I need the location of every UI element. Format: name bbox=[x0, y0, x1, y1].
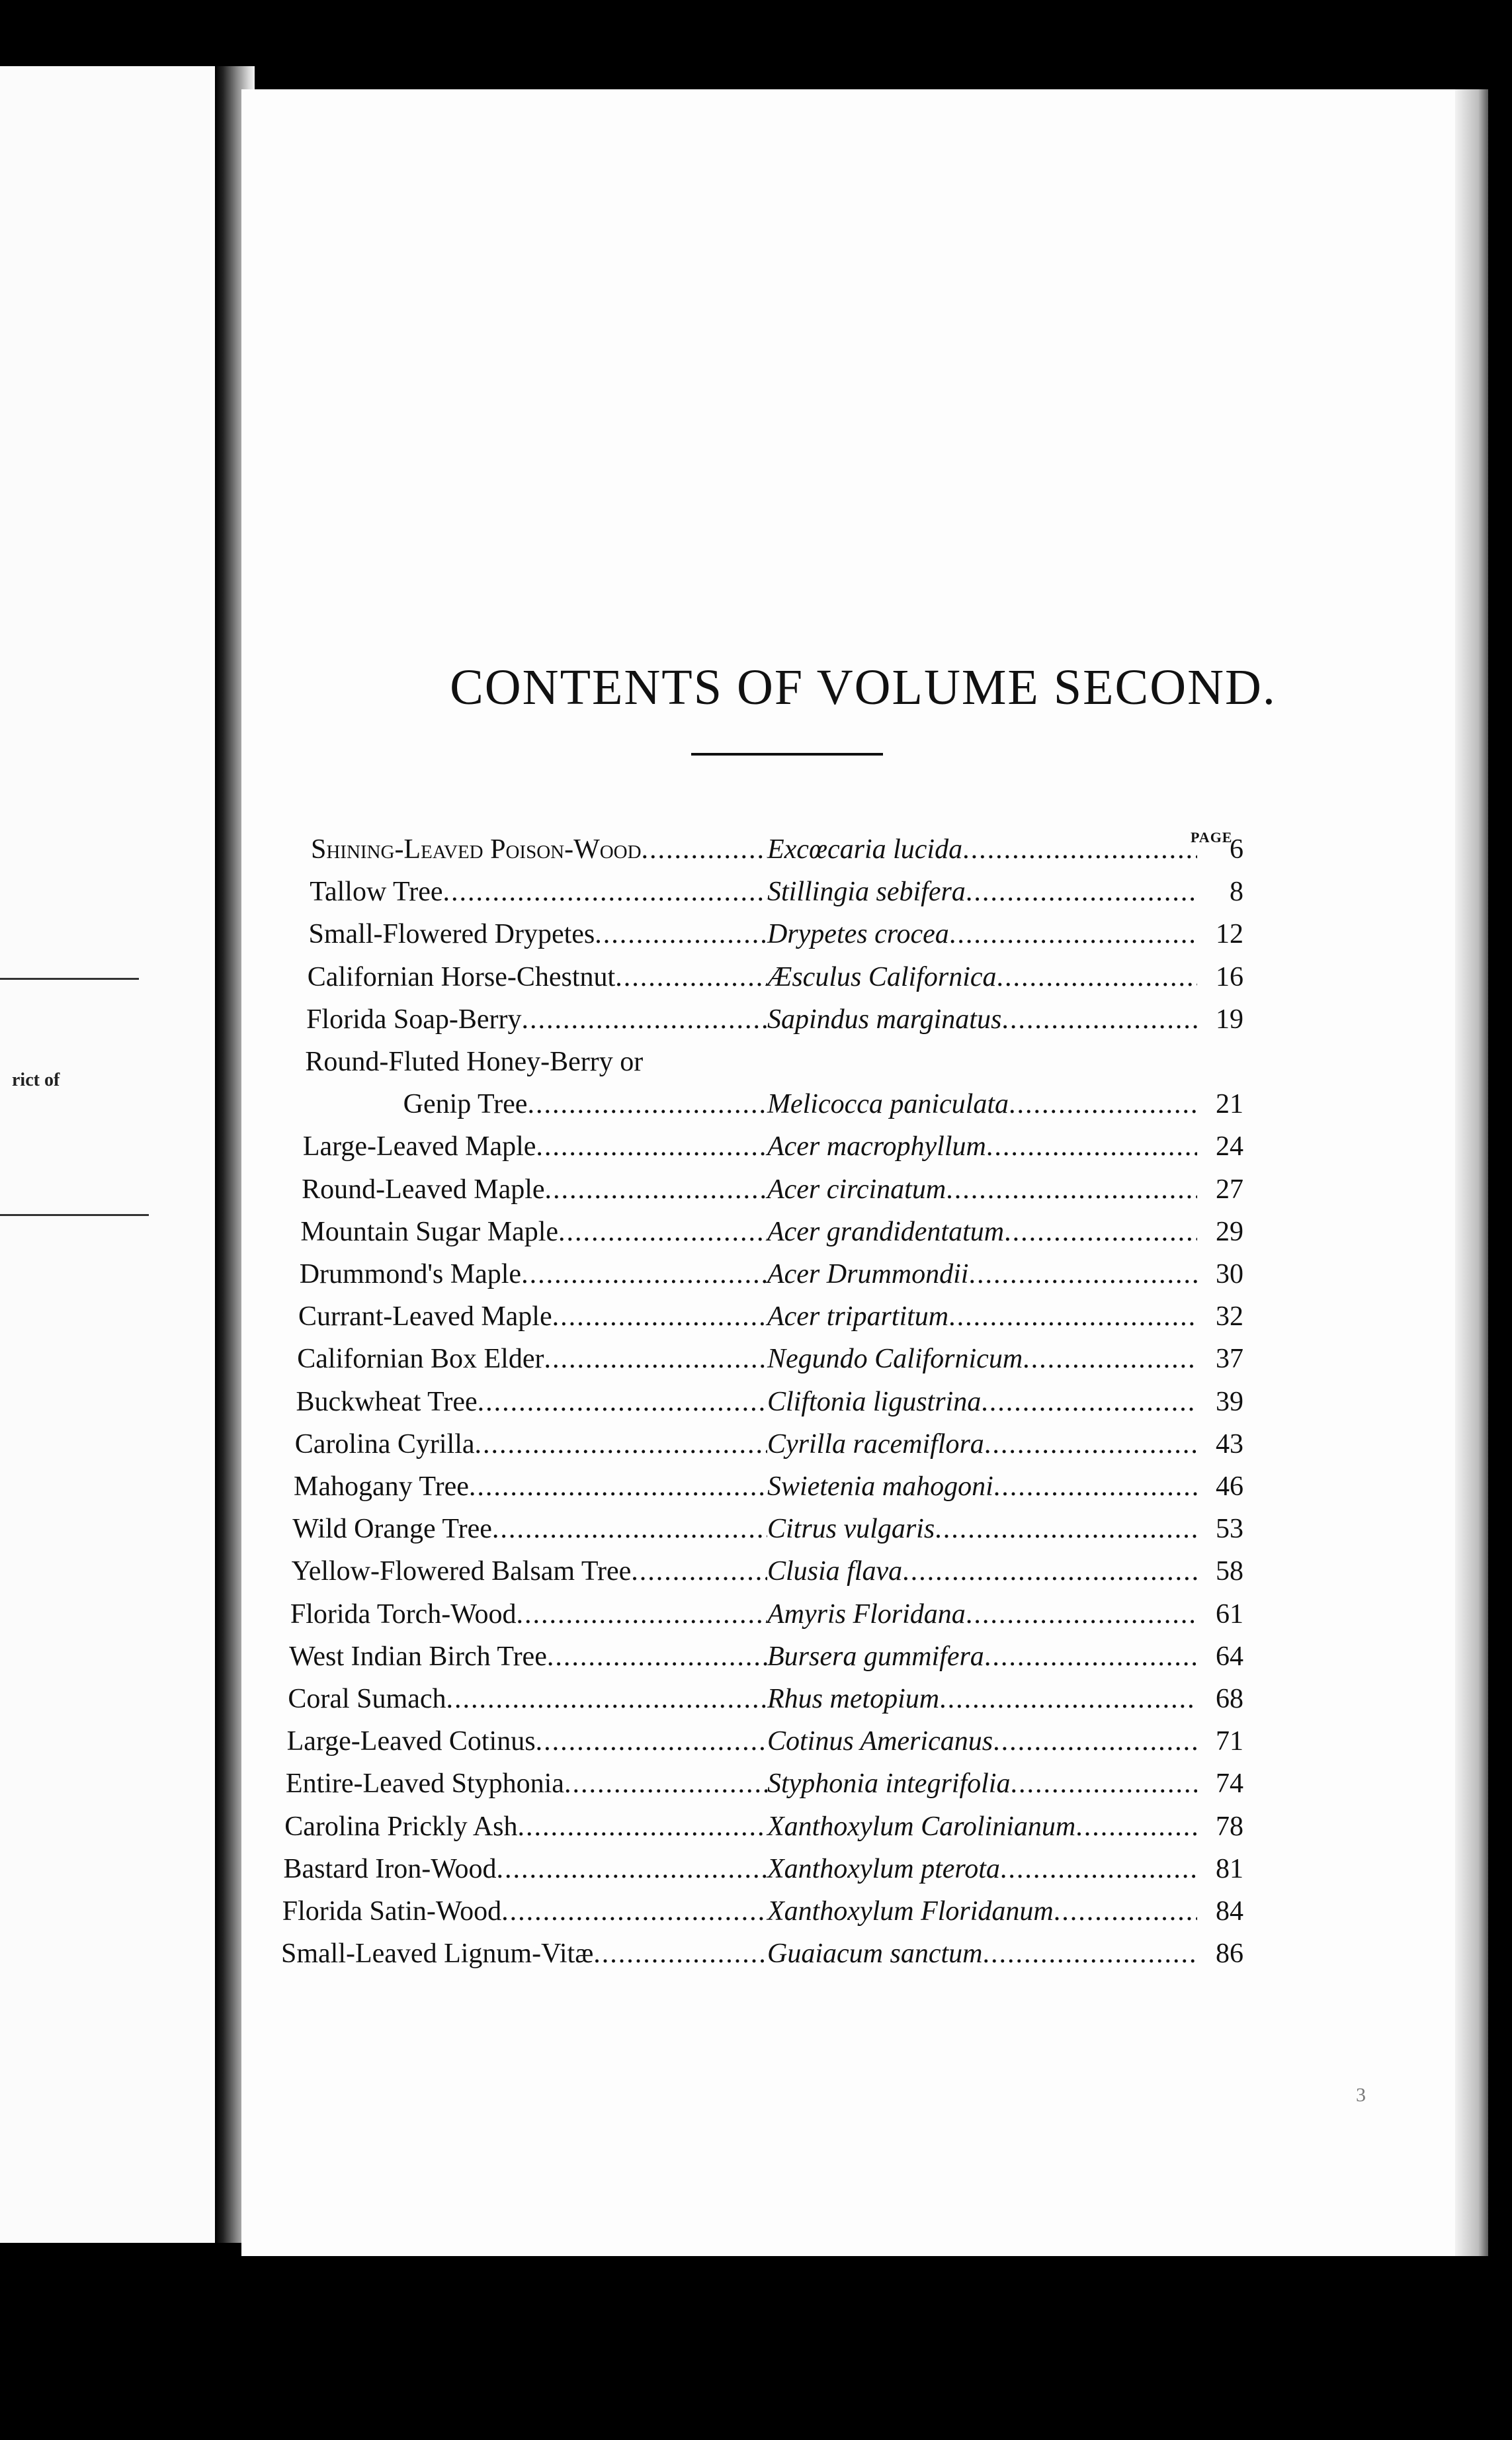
entry-common-name: Tallow Tree bbox=[310, 877, 443, 908]
entry-common-name: Round-Fluted Honey-Berry or bbox=[305, 1047, 644, 1077]
page-number-mark: 3 bbox=[1356, 2084, 1366, 2106]
entry-common-name: Currant-Leaved Maple bbox=[298, 1301, 552, 1332]
dot-leader bbox=[982, 1938, 1197, 1970]
entry-page-number: 27 bbox=[1215, 1174, 1243, 1205]
dot-leader bbox=[469, 1471, 767, 1503]
entry-common-name: Drummond's Maple bbox=[299, 1259, 522, 1289]
entry-common-name: Mountain Sugar Maple bbox=[300, 1216, 559, 1247]
entry-page-number: 12 bbox=[1215, 919, 1243, 950]
entry-latin-name: Bursera gummifera bbox=[767, 1641, 984, 1672]
dot-leader bbox=[984, 1428, 1197, 1460]
dot-leader bbox=[939, 1683, 1197, 1715]
dot-leader bbox=[642, 834, 767, 865]
contents-entry bbox=[303, 1131, 1243, 1173]
entry-page-number: 84 bbox=[1215, 1896, 1243, 1927]
entry-common-name: Mahogany Tree bbox=[294, 1471, 469, 1502]
entry-latin-name: Xanthoxylum Carolinianum bbox=[767, 1811, 1076, 1842]
entry-page-number: 43 bbox=[1215, 1428, 1243, 1460]
dot-leader bbox=[545, 1174, 767, 1205]
contents-entry bbox=[287, 1725, 1243, 1768]
entry-page-number: 81 bbox=[1215, 1853, 1243, 1884]
dot-leader bbox=[443, 876, 767, 908]
dot-leader bbox=[501, 1895, 767, 1927]
contents-entry bbox=[289, 1641, 1243, 1683]
entry-page-number: 53 bbox=[1215, 1514, 1243, 1545]
entry-page-number: 29 bbox=[1215, 1216, 1243, 1247]
entry-latin-name: Acer Drummondii bbox=[767, 1259, 969, 1289]
entry-latin-name: Acer tripartitum bbox=[767, 1301, 949, 1332]
contents-entry bbox=[403, 1088, 1243, 1131]
dot-leader bbox=[993, 1725, 1197, 1757]
entry-common-name: Round-Leaved Maple bbox=[302, 1174, 545, 1205]
contents-page bbox=[241, 89, 1485, 2256]
entry-common-name: Shining-Leaved Poison-Wood bbox=[311, 834, 642, 865]
entry-common-name: Carolina Cyrilla bbox=[294, 1428, 475, 1460]
contents-entry bbox=[310, 876, 1243, 918]
dot-leader bbox=[981, 1386, 1197, 1418]
dot-leader bbox=[564, 1768, 767, 1800]
dot-leader bbox=[522, 1004, 767, 1035]
entry-common-name: Wild Orange Tree bbox=[292, 1514, 492, 1545]
contents-list bbox=[241, 89, 1485, 2256]
dot-leader bbox=[966, 876, 1197, 908]
dot-leader bbox=[1054, 1895, 1197, 1927]
entry-latin-name: Xanthoxylum Floridanum bbox=[767, 1896, 1054, 1927]
dot-leader bbox=[1023, 1343, 1197, 1375]
entry-common-name: Entire-Leaved Styphonia bbox=[285, 1768, 564, 1800]
dot-leader bbox=[997, 961, 1197, 993]
contents-entry bbox=[296, 1386, 1244, 1428]
contents-entry bbox=[284, 1811, 1243, 1853]
entry-latin-name: Rhus metopium bbox=[767, 1684, 940, 1714]
contents-entry bbox=[282, 1895, 1243, 1938]
entry-common-name: Coral Sumach bbox=[288, 1684, 446, 1714]
dot-leader bbox=[935, 1513, 1197, 1545]
page-column-heading: PAGE bbox=[1191, 829, 1233, 846]
entry-common-name: Buckwheat Tree bbox=[296, 1386, 478, 1417]
entry-page-number: 30 bbox=[1215, 1259, 1243, 1289]
entry-page-number: 74 bbox=[1215, 1768, 1243, 1800]
dot-leader bbox=[544, 1343, 767, 1375]
entry-latin-name: Acer grandidentatum bbox=[767, 1216, 1005, 1247]
entry-common-name: West Indian Birch Tree bbox=[289, 1641, 547, 1672]
entry-latin-name: Sapindus marginatus bbox=[767, 1004, 1002, 1035]
entry-page-number: 6 bbox=[1230, 834, 1243, 865]
dot-leader bbox=[536, 1725, 767, 1757]
dot-leader bbox=[547, 1641, 767, 1673]
dot-leader bbox=[1075, 1811, 1197, 1843]
entry-page-number: 8 bbox=[1229, 877, 1243, 908]
dot-leader bbox=[475, 1428, 767, 1460]
dot-leader bbox=[631, 1555, 767, 1587]
entry-page-number: 46 bbox=[1215, 1471, 1243, 1502]
contents-entry bbox=[305, 1046, 1243, 1088]
entry-page-number: 58 bbox=[1215, 1556, 1243, 1587]
entry-latin-name: Drypetes crocea bbox=[767, 919, 949, 950]
contents-entry bbox=[283, 1853, 1243, 1895]
contents-entry bbox=[292, 1555, 1243, 1598]
entry-latin-name: Cyrilla racemiflora bbox=[767, 1428, 984, 1460]
dot-leader bbox=[986, 1131, 1197, 1162]
contents-entry bbox=[306, 1004, 1243, 1046]
dot-leader bbox=[552, 1301, 767, 1332]
dot-leader bbox=[478, 1386, 767, 1418]
entry-latin-name: Cliftonia ligustrina bbox=[767, 1386, 982, 1417]
dot-leader bbox=[1001, 1004, 1197, 1035]
contents-entry bbox=[294, 1471, 1243, 1513]
contents-entry bbox=[292, 1513, 1243, 1555]
contents-entry bbox=[302, 1174, 1243, 1216]
entry-latin-name: Xanthoxylum pterota bbox=[767, 1853, 1000, 1884]
entry-common-name: Small-Leaved Lignum-Vitæ bbox=[281, 1939, 594, 1970]
entry-page-number: 78 bbox=[1215, 1811, 1243, 1842]
entry-page-number: 37 bbox=[1215, 1344, 1243, 1375]
entry-common-name: Carolina Prickly Ash bbox=[284, 1811, 518, 1842]
entry-common-name: Yellow-Flowered Balsam Tree bbox=[291, 1556, 632, 1587]
dot-leader bbox=[615, 961, 767, 993]
contents-entry bbox=[311, 834, 1243, 876]
left-page-text-fragment: rict of bbox=[12, 1070, 60, 1090]
entry-page-number: 64 bbox=[1215, 1641, 1243, 1672]
entry-latin-name: Citrus vulgaris bbox=[767, 1514, 935, 1545]
dot-leader bbox=[1009, 1088, 1197, 1120]
entry-latin-name: Negundo Californicum bbox=[767, 1344, 1023, 1375]
entry-latin-name: Styphonia integrifolia bbox=[767, 1768, 1011, 1800]
entry-page-number: 68 bbox=[1215, 1684, 1243, 1714]
entry-common-name: Genip Tree bbox=[403, 1089, 528, 1120]
dot-leader bbox=[1000, 1853, 1197, 1885]
left-page bbox=[0, 66, 215, 2243]
contents-entry bbox=[308, 961, 1243, 1004]
entry-latin-name: Æsculus Californica bbox=[767, 961, 997, 992]
dot-leader bbox=[518, 1811, 767, 1843]
left-page-rule bbox=[0, 1214, 149, 1216]
entry-page-number: 39 bbox=[1216, 1386, 1243, 1417]
dot-leader bbox=[593, 1938, 767, 1970]
contents-entry bbox=[309, 918, 1243, 961]
left-page-rule bbox=[0, 978, 139, 980]
entry-page-number: 19 bbox=[1215, 1004, 1243, 1035]
dot-leader bbox=[521, 1258, 767, 1290]
entry-latin-name: Acer circinatum bbox=[767, 1174, 946, 1205]
entry-page-number: 86 bbox=[1216, 1939, 1243, 1970]
entry-latin-name: Swietenia mahogoni bbox=[767, 1471, 993, 1502]
contents-entry bbox=[295, 1428, 1243, 1471]
entry-common-name: Large-Leaved Maple bbox=[302, 1131, 536, 1162]
dot-leader bbox=[497, 1853, 767, 1885]
dot-leader bbox=[946, 1174, 1197, 1205]
entry-page-number: 32 bbox=[1215, 1301, 1243, 1332]
dot-leader bbox=[595, 918, 767, 950]
dot-leader bbox=[536, 1131, 767, 1162]
dot-leader bbox=[966, 1598, 1197, 1630]
dot-leader bbox=[948, 1301, 1197, 1332]
dot-leader bbox=[1010, 1768, 1197, 1800]
entry-page-number: 61 bbox=[1215, 1598, 1243, 1630]
contents-entry bbox=[297, 1343, 1243, 1385]
page-edge bbox=[1455, 89, 1488, 2256]
contents-entry bbox=[298, 1301, 1243, 1343]
page-title: CONTENTS OF VOLUME SECOND. bbox=[450, 659, 1277, 715]
contents-entry bbox=[300, 1216, 1243, 1258]
dot-leader bbox=[902, 1555, 1197, 1587]
dot-leader bbox=[527, 1088, 767, 1120]
entry-latin-name: Cotinus Americanus bbox=[767, 1726, 993, 1757]
entry-common-name: Californian Box Elder bbox=[297, 1344, 544, 1375]
dot-leader bbox=[558, 1216, 767, 1248]
dot-leader bbox=[993, 1471, 1197, 1503]
contents-entry bbox=[281, 1938, 1243, 1980]
entry-latin-name: Amyris Floridana bbox=[767, 1598, 966, 1630]
dot-leader bbox=[984, 1641, 1197, 1673]
entry-latin-name: Clusia flava bbox=[767, 1556, 903, 1587]
dot-leader bbox=[949, 918, 1197, 950]
dot-leader bbox=[962, 834, 1197, 865]
dot-leader bbox=[1004, 1216, 1197, 1248]
contents-entry bbox=[290, 1598, 1243, 1641]
dot-leader bbox=[446, 1683, 767, 1715]
entry-common-name: Large-Leaved Cotinus bbox=[286, 1726, 536, 1757]
entry-common-name: Californian Horse-Chestnut bbox=[307, 961, 616, 992]
entry-common-name: Small-Flowered Drypetes bbox=[308, 919, 595, 950]
entry-page-number: 21 bbox=[1215, 1089, 1243, 1120]
contents-entry bbox=[300, 1258, 1243, 1301]
entry-page-number: 71 bbox=[1215, 1726, 1243, 1757]
entry-common-name: Florida Satin-Wood bbox=[282, 1896, 502, 1927]
entry-common-name: Florida Soap-Berry bbox=[306, 1004, 522, 1035]
entry-latin-name: Acer macrophyllum bbox=[767, 1131, 986, 1162]
entry-latin-name: Melicocca paniculata bbox=[767, 1089, 1009, 1120]
dot-leader bbox=[492, 1513, 767, 1545]
contents-entry bbox=[286, 1768, 1243, 1810]
contents-entry bbox=[288, 1683, 1243, 1725]
entry-latin-name: Stillingia sebifera bbox=[767, 877, 966, 908]
entry-common-name: Bastard Iron-Wood bbox=[283, 1853, 497, 1884]
entry-latin-name: Excœcaria lucida bbox=[767, 834, 963, 865]
dot-leader bbox=[968, 1258, 1197, 1290]
dot-leader bbox=[517, 1598, 767, 1630]
entry-latin-name: Guaiacum sanctum bbox=[767, 1939, 983, 1970]
entry-page-number: 24 bbox=[1215, 1131, 1243, 1162]
entry-page-number: 16 bbox=[1215, 961, 1243, 992]
entry-common-name: Florida Torch-Wood bbox=[290, 1598, 517, 1630]
